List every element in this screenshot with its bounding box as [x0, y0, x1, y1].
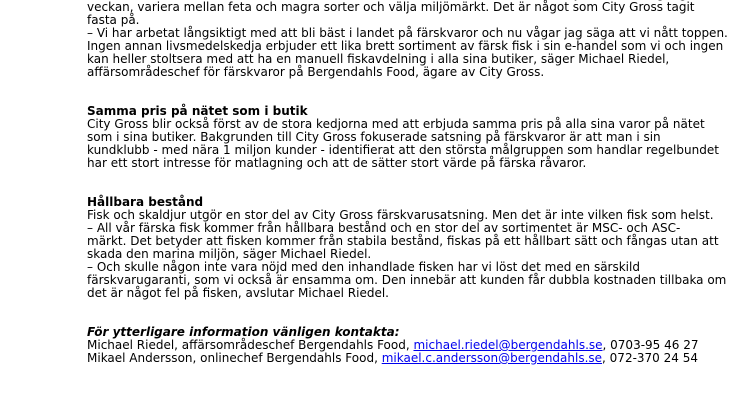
paragraph-line: som i sina butiker. Bakgrunden till City Gross fokuserade satsning på färskvaror är att man i sin	[87, 130, 661, 144]
paragraph-line: City Gross blir också först av de stora kedjorna med att erbjuda samma pris på alla sina varor på nätet	[87, 117, 705, 131]
document-page	[87, 0, 728, 365]
section-heading-stock: Hållbara bestånd	[87, 195, 204, 209]
contact-line-andersson	[87, 351, 698, 365]
contact-heading: För ytterligare information vänligen kontakta:	[87, 325, 400, 339]
spacer	[87, 300, 667, 313]
paragraph-line: affärsområdeschef för färskvaror på Bergendahls Food, ägare av City Gross.	[87, 65, 545, 79]
paragraph-line: det är något fel på fisken, avslutar Michael Riedel.	[87, 286, 389, 300]
contact-phone: , 0703-95 46 27	[602, 338, 699, 352]
contact-phone: , 072-370 24 54	[602, 351, 698, 365]
paragraph-line: Fisk och skaldjur utgör en stor del av City Gross färskvarusatsning. Men det är inte vilken fisk som helst.	[87, 208, 714, 222]
contact-text: Michael Riedel, affärsområdeschef Bergendahls Food,	[87, 338, 414, 352]
paragraph-line: har ett stort intresse för matlagning och att de sätter stort värde på färska råvaror.	[87, 156, 587, 170]
email-link-riedel[interactable]: michael.riedel@bergendahls.se	[413, 338, 603, 352]
section-price	[87, 104, 719, 170]
paragraph-line: – Vi har arbetat långsiktigt med att bli bäst i landet på färskvaror och nu vågar jag säga att vi nått toppen.	[87, 26, 728, 40]
paragraph-line: – Och skulle någon inte vara nöjd med den inhandlade fisken har vi löst det med en särskild	[87, 260, 640, 274]
section-stock	[87, 195, 727, 300]
contact-section	[87, 325, 699, 365]
paragraph-line: kan heller stoltsera med att ha en manuell fiskavdelning i alla sina butiker, säger Michael Riedel,	[87, 52, 670, 66]
section-heading-price: Samma pris på nätet som i butik	[87, 104, 308, 118]
paragraph-line: skada den marina miljön, säger Michael Riedel.	[87, 247, 372, 261]
contact-text: Mikael Andersson, onlinechef Bergendahls Food,	[87, 351, 382, 365]
intro-paragraph	[87, 0, 728, 79]
paragraph-line: märkt. Det betyder att fisken kommer från stabila bestånd, fiskas på ett hållbart sätt och fångas utan att	[87, 234, 719, 248]
paragraph-line: fasta på.	[87, 13, 140, 27]
paragraph-line: färskvarugaranti, som vi också är ensamma om. Den innebär att kunden får dubbla kostnaden tillbaka om	[87, 273, 727, 287]
paragraph-line: kundklubb - med nära 1 miljon kunder - identifierat att den största målgruppen som handlar regelbundet	[87, 143, 719, 157]
paragraph-line: – All vår färska fisk kommer från hållbara bestånd och en stor del av sortimentet är MSC- och ASC-	[87, 221, 681, 235]
spacer	[87, 170, 667, 183]
email-link-andersson[interactable]: mikael.c.andersson@bergendahls.se	[381, 351, 603, 365]
spacer	[87, 79, 667, 92]
paragraph-line: veckan, variera mellan feta och magra sorter och välja miljömärkt. Det är något som City Gross tagit	[87, 0, 695, 14]
paragraph-line: Ingen annan livsmedelskedja erbjuder ett lika brett sortiment av färsk fisk i sin e-handel som vi och ingen	[87, 39, 724, 53]
